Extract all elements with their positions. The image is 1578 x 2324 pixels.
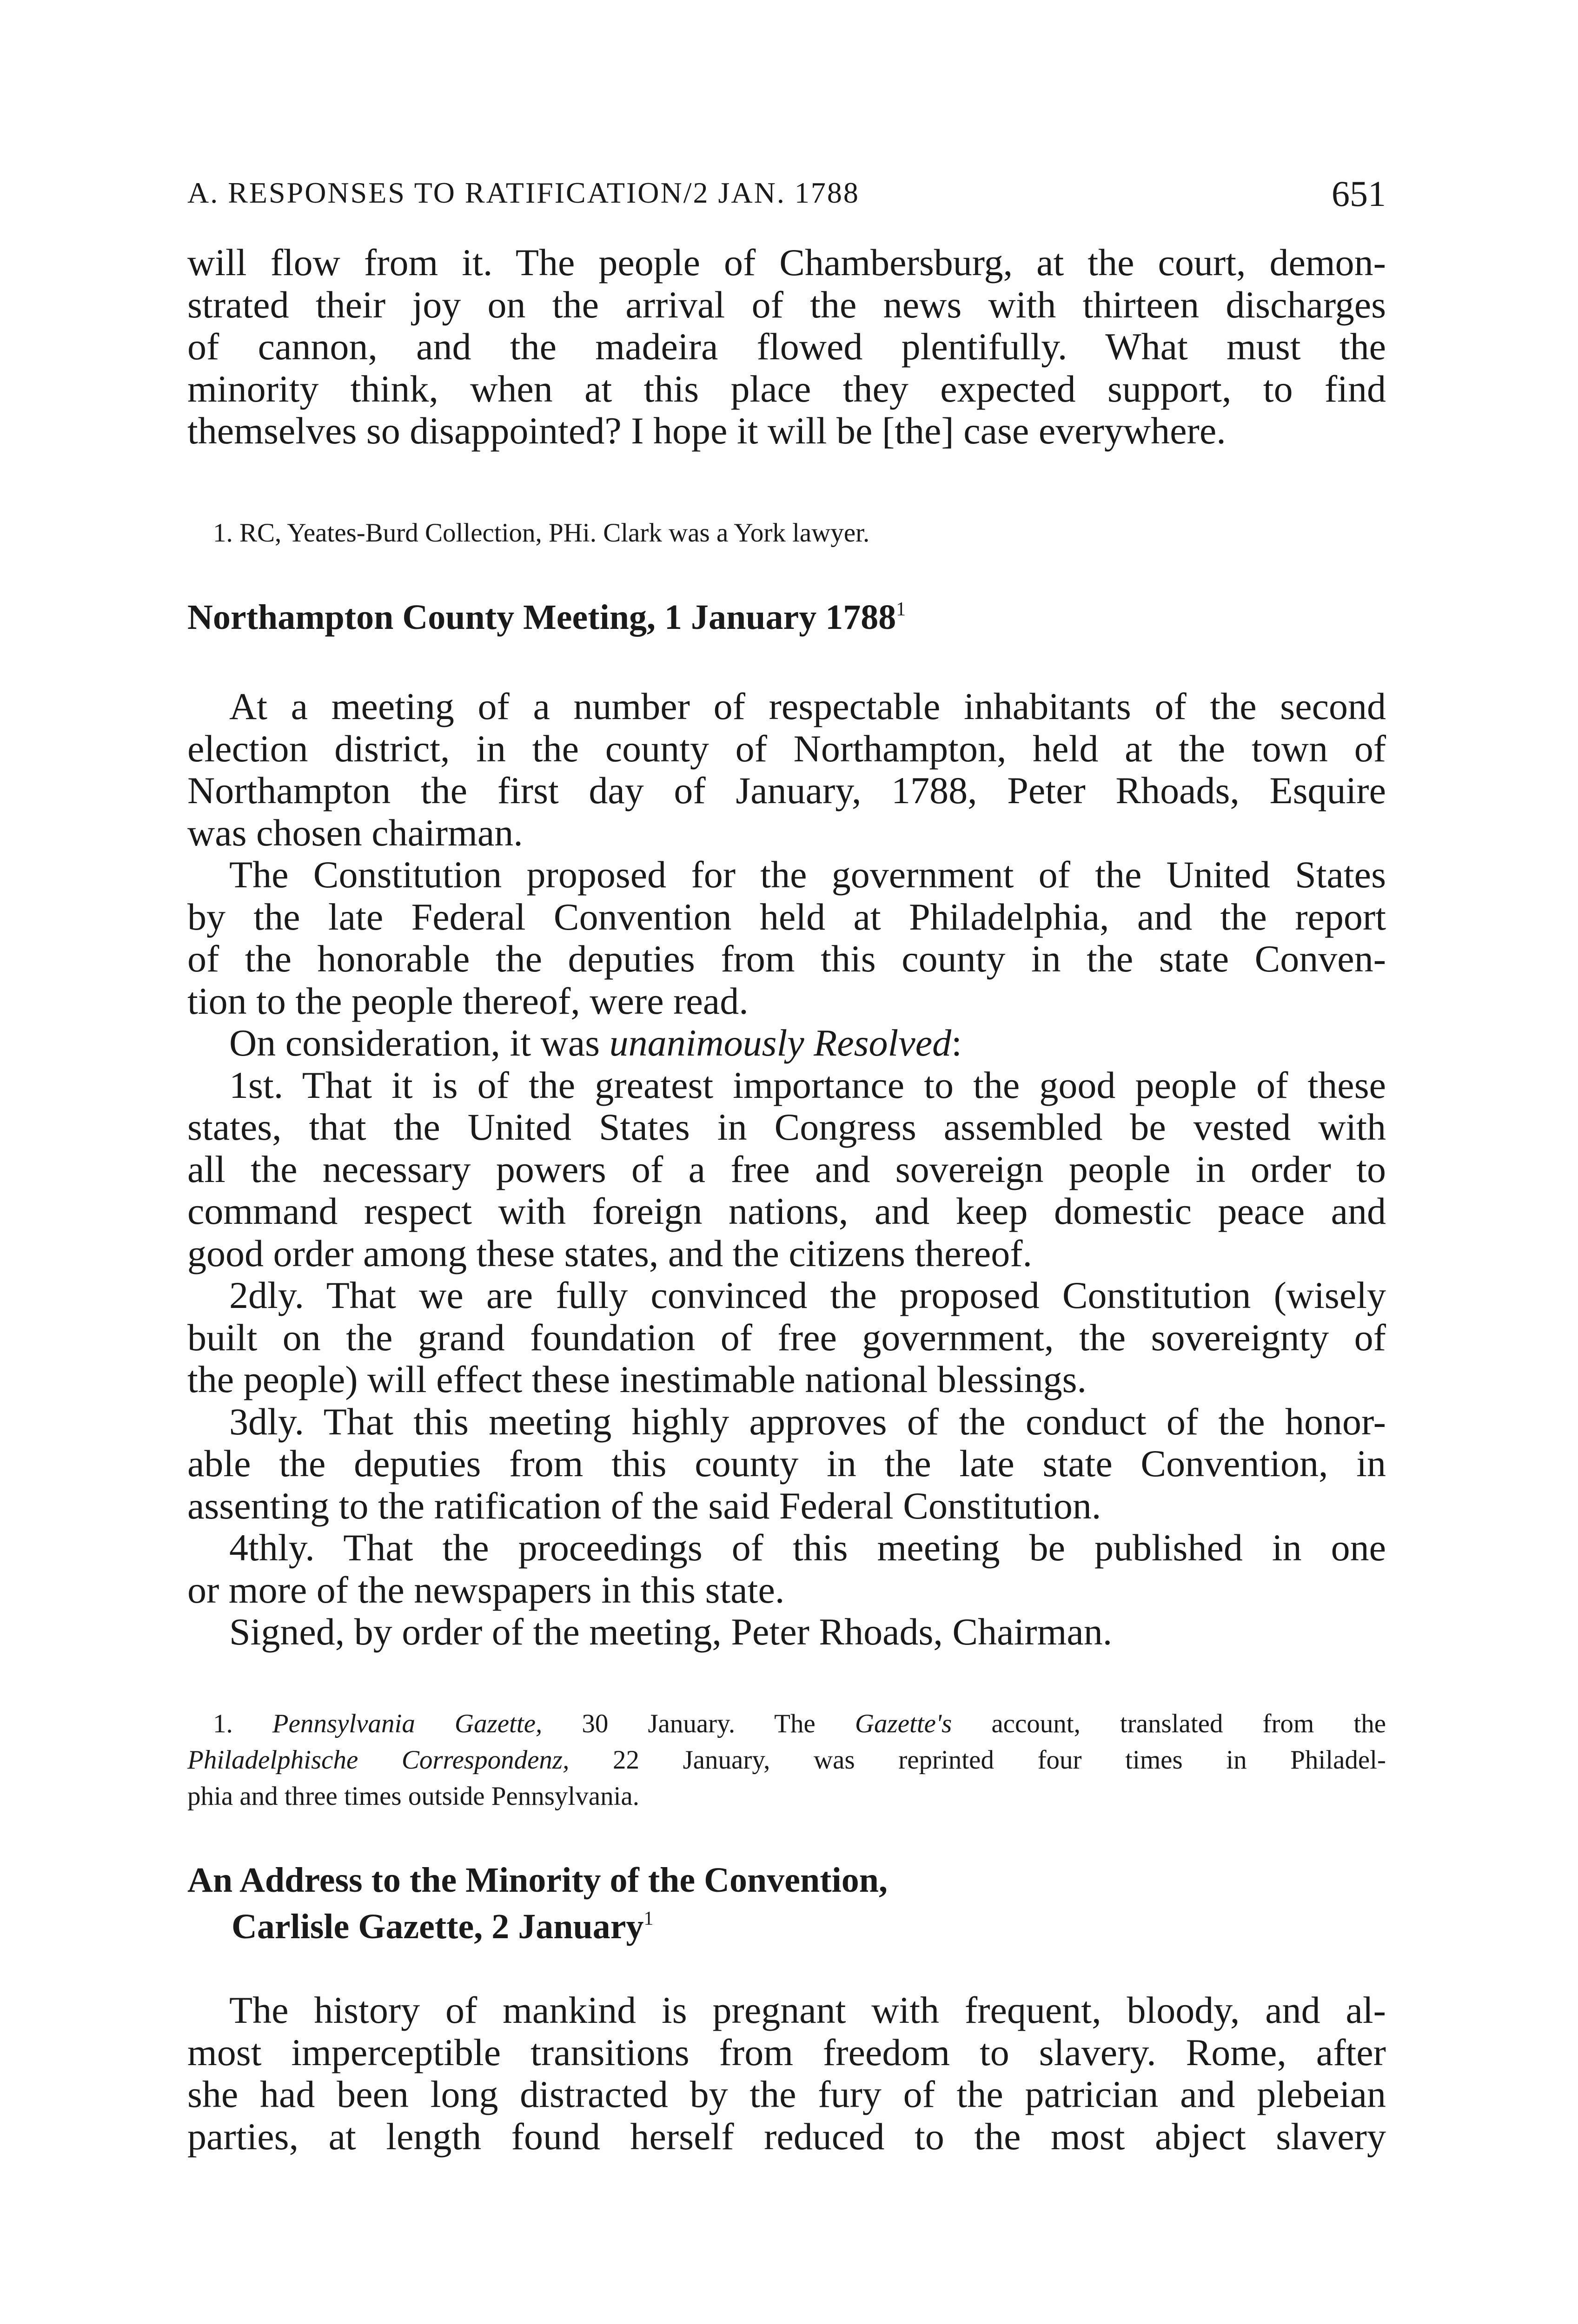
section-heading-northampton [187,597,906,638]
text-line: built on the grand foundation of free government, the sovereignty of [187,1316,1386,1359]
text-line: of the honorable the deputies from this county in the state Conven- [187,938,1386,980]
footnote-marker: 1 [896,598,906,620]
footnote-text: 22 January, was reprinted four times in Philadel- [569,1745,1386,1775]
footnote-marker: 1 [643,1908,654,1929]
footnote-source-italic: Pennsylvania Gazette, [272,1709,543,1738]
text-line: minority think, when at this place they expected support, to find [187,367,1386,410]
text-line: good order among these states, and the citizens thereof. [187,1232,1033,1274]
text-line: 2dly. That we are fully convinced the proposed Constitution (wisely [229,1274,1386,1316]
footnote-line: phia and three times outside Pennsylvania. [187,1782,639,1811]
text-line: most imperceptible transitions from freedom to slavery. Rome, after [187,2031,1386,2073]
signature-line: Signed, by order of the meeting, Peter Rhoads, Chairman. [229,1611,1113,1653]
footnote-italic: Gazette's [855,1709,952,1738]
text-line: Northampton the first day of January, 1788, Peter Rhoads, Esquire [187,769,1386,812]
text-line: states, that the United States in Congress assembled be vested with [187,1106,1386,1148]
resolution-intro-colon: : [951,1022,962,1064]
footnote-text: 30 January. The [542,1709,855,1738]
text-line: able the deputies from this county in the late state Convention, in [187,1442,1386,1485]
text-line: the people) will effect these inestimable national blessings. [187,1358,1087,1400]
footnote-text: account, translated from the [952,1709,1386,1738]
resolution-intro-text: On consideration, it was [229,1022,610,1064]
text-line: At a meeting of a number of respectable inhabitants of the second [229,685,1386,727]
page-number: 651 [1332,173,1386,214]
text-line: themselves so disappointed? I hope it will be [the] case everywhere. [187,409,1226,452]
heading-line-2-text: Carlisle Gazette, 2 January [232,1907,644,1946]
footnote-line: 1. RC, Yeates-Burd Collection, PHi. Clark was a York lawyer. [213,518,870,548]
text-line: The Constitution proposed for the government of the United States [229,853,1386,896]
text-line: will flow from it. The people of Chambersburg, at the court, demon- [187,241,1386,284]
footnote-source-italic: Philadelphische Correspondenz, [187,1745,570,1775]
heading-line-1: An Address to the Minority of the Convention, [187,1861,888,1900]
text-line: command respect with foreign nations, and keep domestic peace and [187,1190,1386,1232]
heading-text: Northampton County Meeting, 1 January 1788 [187,598,896,637]
text-line: parties, at length found herself reduced to the most abject slavery [187,2115,1386,2158]
text-line: 4thly. That the proceedings of this meeting be published in one [229,1526,1386,1569]
address-body [187,1989,1386,2158]
text-line: The history of mankind is pregnant with frequent, bloody, and al- [229,1989,1386,2031]
heading-line-2 [187,1903,888,1950]
text-line: or more of the newspapers in this state. [187,1568,785,1611]
text-line: tion to the people thereof, were read. [187,979,749,1022]
text-line: of cannon, and the madeira flowed plentifully. What must the [187,325,1386,368]
continuation-paragraph [187,242,1386,452]
text-line: she had been long distracted by the fury of the patrician and plebeian [187,2073,1386,2115]
text-line: strated their joy on the arrival of the news with thirteen discharges [187,283,1386,326]
resolution-intro-italic: unanimously Resolved [609,1022,952,1064]
northampton-footnote [187,1706,1386,1815]
text-line: assenting to the ratification of the said Federal Constitution. [187,1484,1101,1527]
text-line: all the necessary powers of a free and sovereign people in order to [187,1148,1386,1190]
running-head-title: A. RESPONSES TO RATIFICATION/2 JAN. 1788 [187,176,860,209]
running-head [187,173,1386,222]
text-line: election district, in the county of Northampton, held at the town of [187,727,1386,770]
section-heading-address [187,1857,888,1950]
footnote-number: 1. [213,1709,272,1738]
footnote-line [187,1706,1386,1742]
text-line: 3dly. That this meeting highly approves of the conduct of the honor- [229,1400,1386,1443]
text-line: by the late Federal Convention held at Philadelphia, and the report [187,895,1386,938]
resolution-intro [187,1022,1386,1064]
text-line: 1st. That it is of the greatest importance to the good people of these [229,1063,1386,1106]
continuation-footnote [187,515,1386,551]
northampton-body [187,686,1386,1653]
text-line: was chosen chairman. [187,811,523,854]
footnote-line [187,1742,1386,1778]
